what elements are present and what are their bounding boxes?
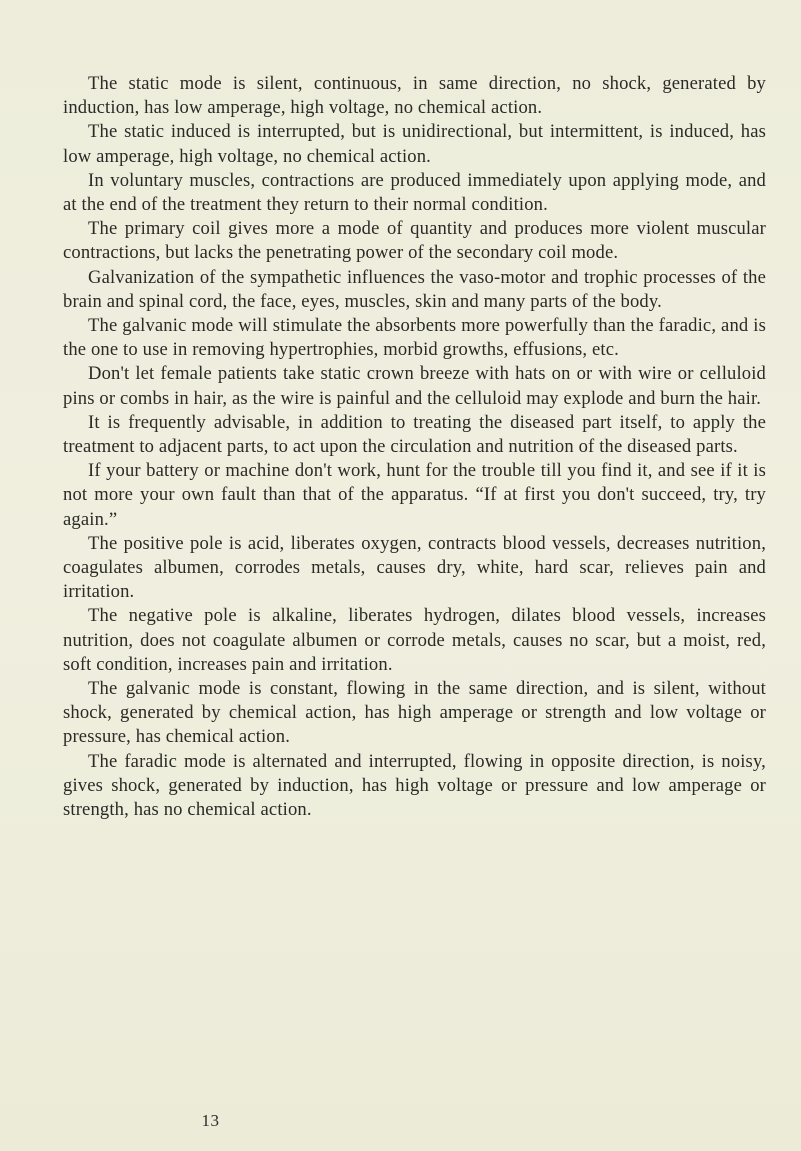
page-number	[0, 1111, 801, 1131]
paragraph-voluntary-muscles: In voluntary muscles, contractions are produced immediately upon applying mode, and at the end of the treatment they return to their normal condition.	[63, 169, 766, 216]
paragraph-battery-trouble: If your battery or machine don't work, hunt for the trouble till you find it, and see if it is not more your own fault than that of the apparatus. “If at first you don't succeed, try, try again.”	[63, 460, 766, 530]
paragraph-primary-coil: The primary coil gives more a mode of quantity and produces more violent muscular contractions, but lacks the penetrating power of the secondary coil mode.	[63, 218, 766, 264]
paragraph-galvanization-sympathetic: Galvanization of the sympathetic influences the vaso-motor and trophic processes of the brain and spinal cord, the face, eyes, muscles, skin and many parts of the body.	[63, 266, 766, 312]
body-text	[63, 72, 766, 822]
paragraph-positive-pole: The positive pole is acid, liberates oxygen, contracts blood vessels, decreases nutrition, coagulates albumen, corrodes metals, causes dry, white, hard scar, relieves pain and irritation.	[63, 532, 766, 603]
paragraph-faradic-mode: The faradic mode is alternated and interrupted, flowing in opposite direction, is noisy, gives shock, generated by induction, has high voltage or pressure and low amperage or strength, has no chemical action.	[63, 750, 766, 821]
paragraph-adjacent-parts: It is frequently advisable, in addition to treating the diseased part itself, to apply the treatment to adjacent parts, to act upon the circulation and nutrition of the diseased parts.	[63, 411, 766, 458]
paragraph-galvanic-absorbents: The galvanic mode will stimulate the absorbents more powerfully than the faradic, and is the one to use in removing hypertrophies, morbid growths, effusions, etc.	[63, 315, 766, 361]
paragraph-female-patients: Don't let female patients take static crown breeze with hats on or with wire or celluloid pins or combs in hair, as the wire is painful and the celluloid may explode and burn the hair.	[63, 363, 766, 409]
paragraph-static-mode: The static mode is silent, continuous, in same direction, no shock, generated by induction, has low amperage, high voltage, no chemical action.	[63, 73, 766, 119]
page-number-text: 13	[201, 1111, 220, 1130]
paragraph-galvanic-mode: The galvanic mode is constant, flowing in the same direction, and is silent, without shock, generated by chemical action, has high amperage or strength and low voltage or pressure, has chemical action.	[63, 678, 766, 748]
paragraph-static-induced: The static induced is interrupted, but is unidirectional, but intermittent, is induced, has low amperage, high voltage, no chemical action.	[63, 121, 766, 167]
paragraph-negative-pole: The negative pole is alkaline, liberates hydrogen, dilates blood vessels, increases nutrition, does not coagulate albumen or corrode metals, causes no scar, but a moist, red, soft condition, increases pain and irritation.	[63, 605, 766, 675]
